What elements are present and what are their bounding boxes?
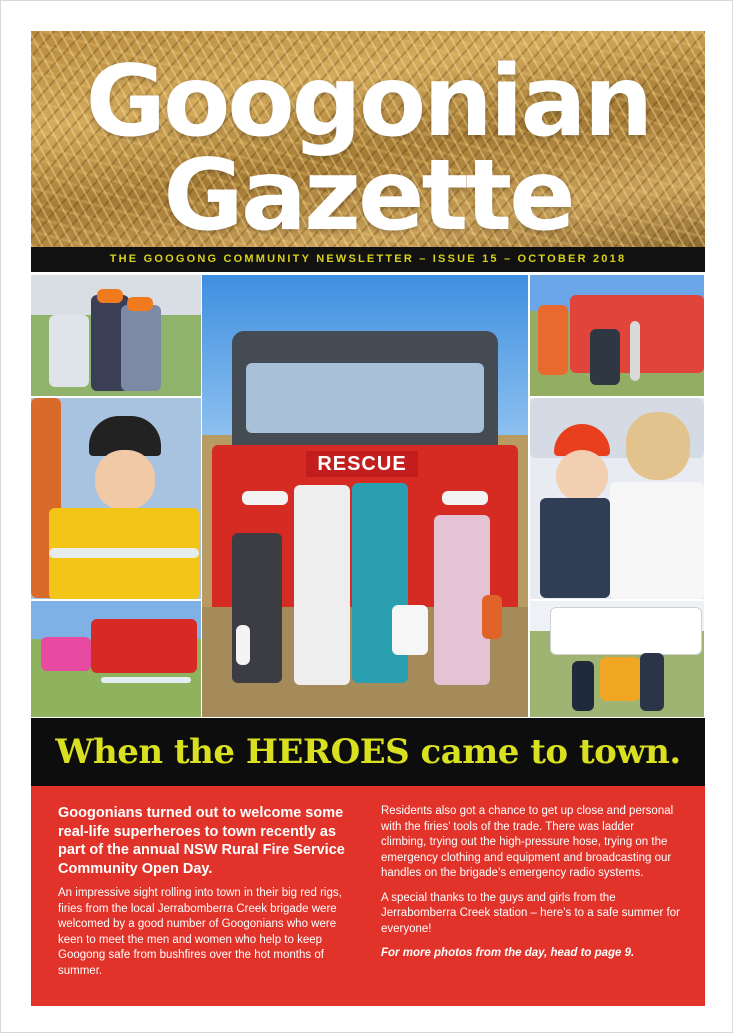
- article-column-left: [58, 804, 358, 988]
- truck-rescue-sign: RESCUE: [306, 451, 418, 477]
- more-photos-note: For more photos from the day, head to page 9.: [381, 947, 635, 959]
- article-panel: [31, 786, 705, 1006]
- masthead-title-line2: Gazette: [163, 139, 573, 247]
- masthead-subtitle: THE GOOGONG COMMUNITY NEWSLETTER – ISSUE 15 – OCTOBER 2018: [31, 247, 705, 272]
- headline-bar: [31, 718, 705, 786]
- photo-truck-ladders: [530, 275, 704, 396]
- article-headline: When the HEROES came to town.: [55, 732, 681, 772]
- masthead-title-line1: Googonian: [85, 45, 651, 159]
- photo-child-and-mother: [530, 398, 704, 599]
- article-column-right: [381, 804, 681, 961]
- photo-kids-with-dad: [31, 275, 201, 396]
- article-body-left: An impressive sight rolling into town in their big red rigs, firies from the local Jerrabomberra Creek brigade were welcomed by a good number of Googonians who were keen to meet the men and women who help to keep Googong safe from bushfires over the hot months of summer.: [58, 887, 342, 977]
- article-body-right-1: Residents also got a chance to get up close and personal with the firies’ tools of the trade. There was ladder climbing, trying out the high-pressure hose, trying on the emergency clothing and equipment and broadcasting our handles on the brigade’s emergency radio systems.: [381, 805, 674, 879]
- article-lead: Googonians turned out to welcome some real-life superheroes to town recently as part of the annual NSW Rural Fire Service Community Open Day.: [58, 805, 345, 877]
- photo-rescue-truck-kids: [202, 275, 528, 717]
- photo-boy-firefighter: [31, 398, 201, 599]
- masthead: [31, 31, 705, 247]
- photo-tents-equipment: [530, 601, 704, 717]
- photo-truck-hose: [31, 601, 201, 717]
- article-body-right-2: A special thanks to the guys and girls from the Jerrabomberra Creek station – here’s to a safe summer for everyone!: [381, 891, 680, 935]
